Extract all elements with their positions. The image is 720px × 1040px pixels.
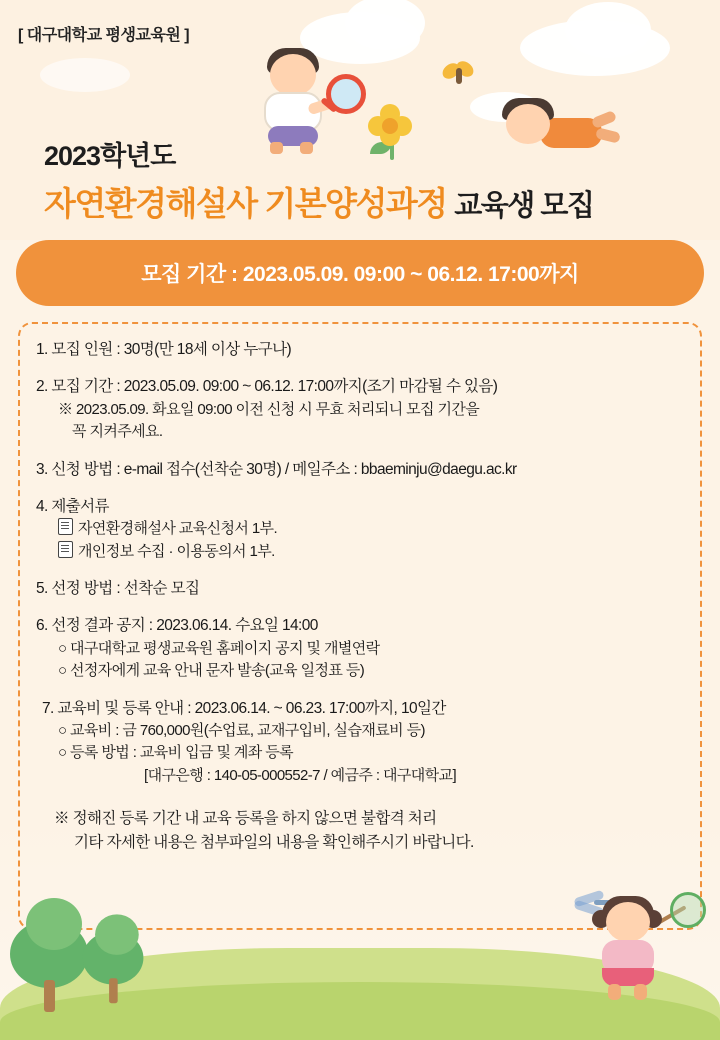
list-item xyxy=(36,614,696,682)
cloud-decoration xyxy=(565,2,651,58)
item-apply-method: 3. 신청 방법 : e-mail 접수(선착순 30명) / 메일주소 : bbaeminju@daegu.ac.kr xyxy=(36,460,517,478)
organization-tag: [ 대구대학교 평생교육원 ] xyxy=(18,27,190,44)
cloud-decoration xyxy=(40,58,130,92)
flower-illustration xyxy=(368,104,420,156)
girl-with-net-illustration xyxy=(578,896,698,1006)
details-list xyxy=(36,338,696,854)
tree-illustration xyxy=(10,920,88,988)
title-year: 2023학년도 xyxy=(44,141,176,171)
recruit-period-banner: 모집 기간 : 2023.05.09. 09:00 ~ 06.12. 17:00까지 xyxy=(16,240,704,306)
item-recruit-period: 2. 모집 기간 : 2023.05.09. 09:00 ~ 06.12. 17:00까지(조기 마감될 수 있음) xyxy=(36,378,498,396)
list-item xyxy=(36,495,696,563)
boy-with-magnifier-illustration xyxy=(248,48,358,153)
fee-bullet: ○ 교육비 : 금 760,000원(수업료, 교재구입비, 실습재료비 등) xyxy=(58,721,425,739)
item-documents: 4. 제출서류 xyxy=(36,497,109,515)
registration-bullet: ○ 등록 방법 : 교육비 입금 및 계좌 등록 xyxy=(58,744,294,762)
list-item xyxy=(36,375,696,443)
result-notice-bullet: ○ 선정자에게 교육 안내 문자 발송(교육 일정표 등) xyxy=(58,662,365,679)
document-label: 자연환경해설사 교육신청서 1부. xyxy=(78,520,278,537)
item-result-notice: 6. 선정 결과 공지 : 2023.06.14. 수요일 14:00 xyxy=(36,617,318,635)
bank-account-info: [대구은행 : 140-05-000552-7 / 예금주 : 대구대학교] xyxy=(144,766,457,784)
item-recruit-period-note2: 꼭 지켜주세요. xyxy=(72,423,163,440)
document-label: 개인정보 수집 · 이용동의서 1부. xyxy=(78,542,275,560)
boy-lying-illustration xyxy=(500,98,620,160)
list-item xyxy=(36,458,696,481)
list-item xyxy=(36,697,696,788)
title-rest: 교육생 모집 xyxy=(454,190,594,222)
footer-note-line2: 기타 자세한 내용은 첨부파일의 내용을 확인해주시기 바랍니다. xyxy=(74,833,474,851)
document-icon xyxy=(58,518,73,535)
title-highlight: 자연환경해설사 기본양성과정 xyxy=(44,185,447,222)
document-icon xyxy=(58,541,73,558)
page-title xyxy=(44,178,593,225)
butterfly-illustration xyxy=(442,62,482,92)
list-item xyxy=(36,577,696,600)
footer-note xyxy=(36,807,696,854)
item-fee-registration: 7. 교육비 및 등록 안내 : 2023.06.14. ~ 06.23. 17:00까지, 10일간 xyxy=(42,699,446,717)
list-item xyxy=(36,338,696,361)
result-notice-bullet: ○ 대구대학교 평생교육원 홈페이지 공지 및 개별연락 xyxy=(58,639,380,657)
footer-note-line1: ※ 정해진 등록 기간 내 교육 등록을 하지 않으면 불합격 처리 xyxy=(54,810,437,828)
tree-illustration xyxy=(83,931,144,984)
document-line xyxy=(36,541,696,564)
item-recruit-count: 1. 모집 인원 : 30명(만 18세 이상 누구나) xyxy=(36,341,292,358)
item-selection-method: 5. 선정 방법 : 선착순 모집 xyxy=(36,580,200,597)
document-line xyxy=(36,518,696,541)
item-recruit-period-note1: ※ 2023.05.09. 화요일 09:00 이전 신청 시 무효 처리되니 모집 기간을 xyxy=(58,400,480,418)
